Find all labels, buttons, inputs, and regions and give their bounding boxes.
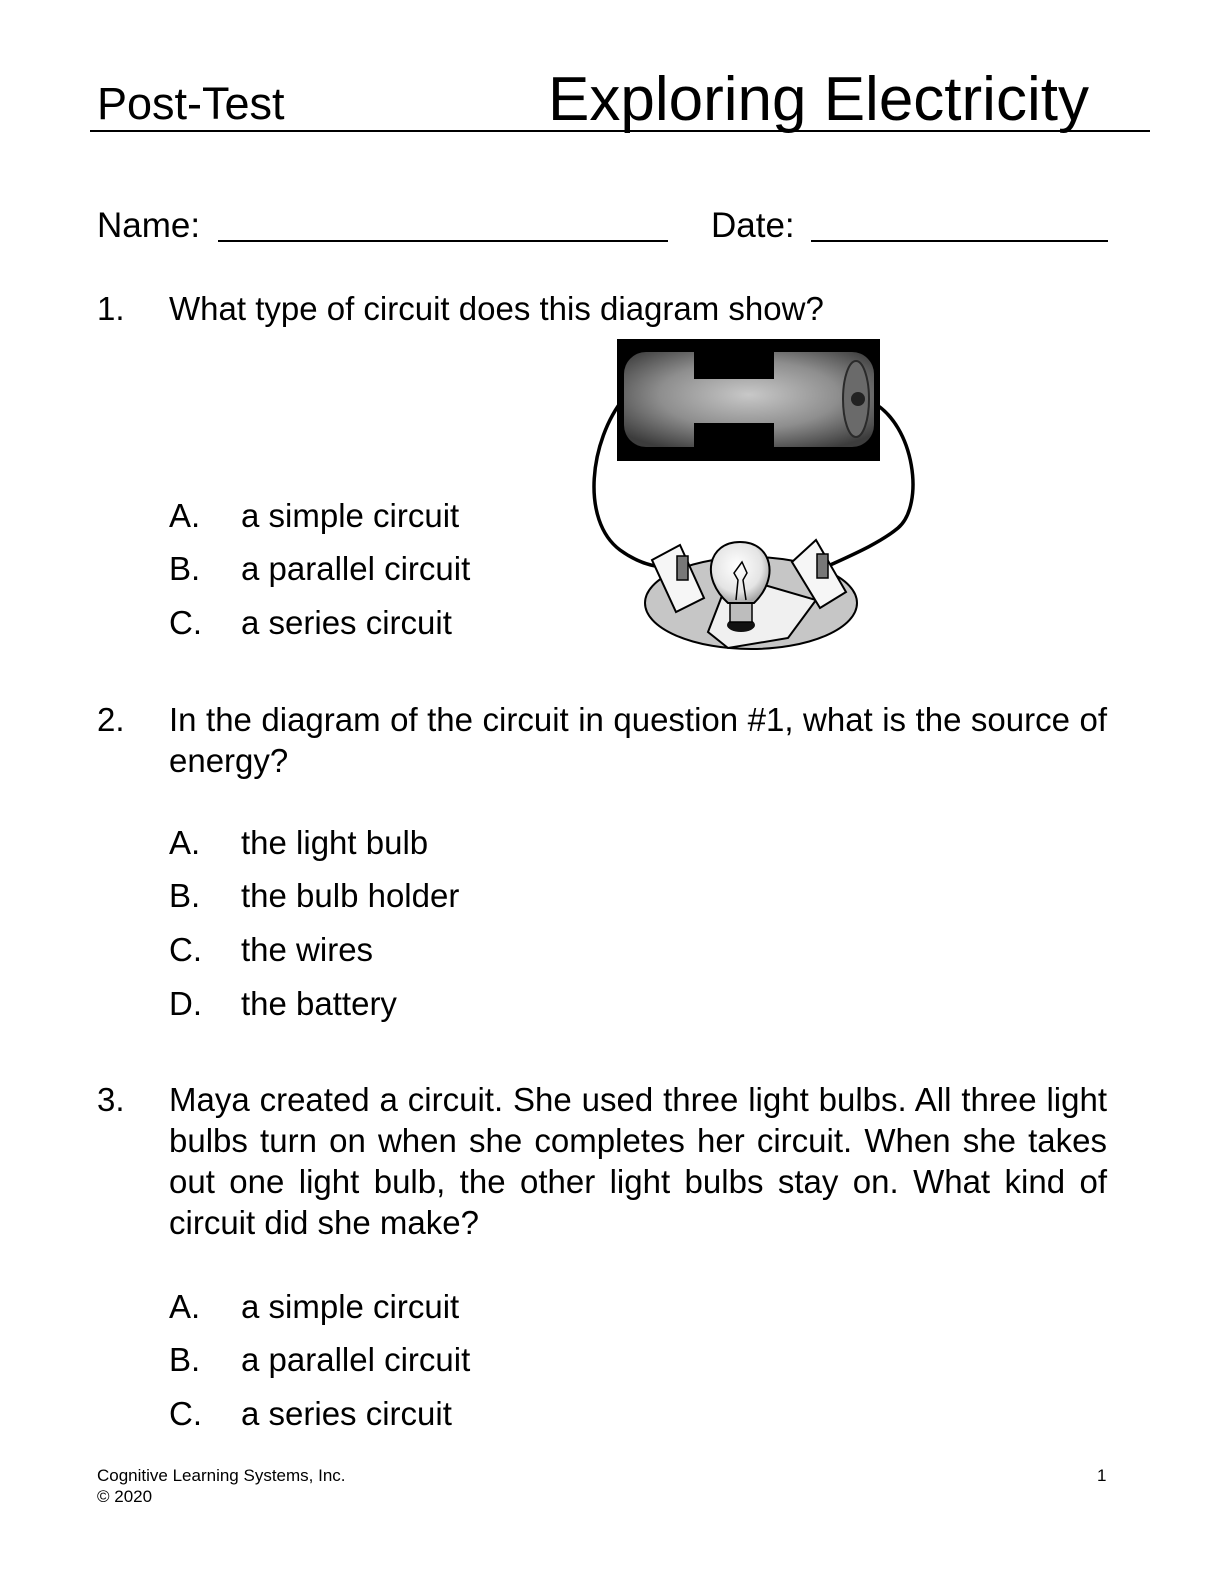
question-3-option-a-letter: A.	[169, 1288, 201, 1325]
footer-company: Cognitive Learning Systems, Inc.	[97, 1466, 346, 1485]
question-3-text: Maya created a circuit. She used three light bulbs. All three light bulbs turn on when she completes her circuit. When she takes out one light bulb, the other light bulbs stay on. What kind of circuit did she make?	[169, 1081, 1107, 1241]
name-label: Name:	[97, 206, 201, 245]
question-1-text: What type of circuit does this diagram show?	[169, 290, 824, 327]
header-label: Post-Test	[97, 78, 285, 129]
battery-icon	[617, 339, 880, 461]
date-field[interactable]	[811, 240, 1108, 242]
header-divider	[90, 130, 1150, 132]
page-title: Exploring Electricity	[548, 65, 1089, 134]
question-1-number: 1.	[97, 290, 125, 327]
question-1-option-b-letter: B.	[169, 550, 201, 587]
question-1-option-b: a parallel circuit	[241, 550, 471, 587]
question-3-number: 3.	[97, 1081, 125, 1118]
question-3-option-b: a parallel circuit	[241, 1341, 471, 1378]
question-1-option-a: a simple circuit	[241, 497, 460, 534]
question-3-option-c: a series circuit	[241, 1395, 452, 1432]
circuit-diagram-illustration	[580, 330, 930, 660]
name-field[interactable]	[218, 240, 668, 242]
date-label: Date:	[711, 206, 795, 245]
question-2-option-b: the bulb holder	[241, 877, 460, 914]
question-1-option-a-letter: A.	[169, 497, 201, 534]
question-1-option-c-letter: C.	[169, 604, 202, 641]
question-2-option-a-letter: A.	[169, 824, 201, 861]
question-2-option-b-letter: B.	[169, 877, 201, 914]
question-1-option-c: a series circuit	[241, 604, 452, 641]
question-2-option-d-letter: D.	[169, 985, 202, 1022]
question-2-option-c-letter: C.	[169, 931, 202, 968]
question-2-text: In the diagram of the circuit in question #1, what is the source of energy?	[169, 701, 1107, 779]
question-3-option-a: a simple circuit	[241, 1288, 460, 1325]
question-3-option-b-letter: B.	[169, 1341, 201, 1378]
question-2-option-d: the battery	[241, 985, 397, 1022]
footer-copyright: © 2020	[97, 1487, 153, 1506]
question-2-number: 2.	[97, 701, 125, 738]
page-number: 1	[1097, 1466, 1107, 1485]
question-2-option-a: the light bulb	[241, 824, 429, 861]
question-2-option-c: the wires	[241, 931, 374, 968]
question-3-option-c-letter: C.	[169, 1395, 202, 1432]
